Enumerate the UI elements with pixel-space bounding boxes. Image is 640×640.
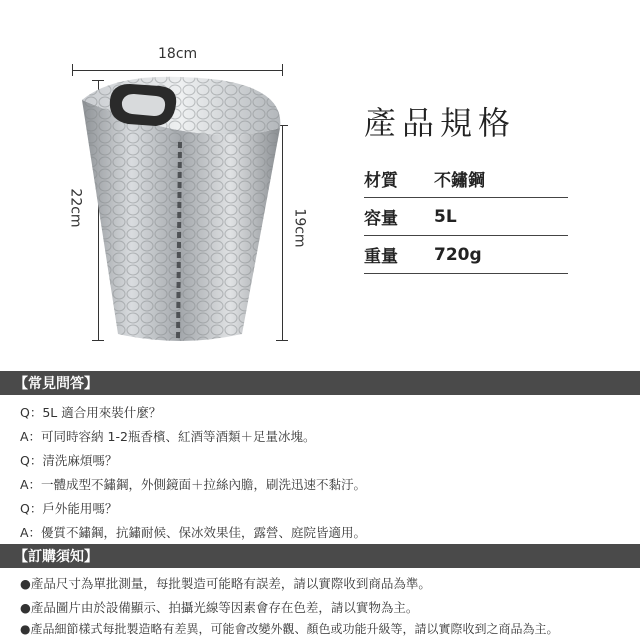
spec-row-weight xyxy=(364,236,568,274)
faq-answer: A：一體成型不鏽鋼，外側鏡面＋拉絲內膽，刷洗迅速不黏汙。 xyxy=(20,477,367,492)
faq-question: Q：戶外能用嗎？ xyxy=(20,501,118,516)
spec-label: 容量 xyxy=(364,209,398,229)
faq-answer: A：可同時容納 1-2瓶香檳、紅酒等酒類＋足量冰塊。 xyxy=(20,429,316,444)
spec-label: 材質 xyxy=(364,171,398,191)
height-label: 22cm xyxy=(67,188,84,228)
spec-title: 產品規格 xyxy=(364,104,517,142)
spec-row-capacity xyxy=(364,198,568,236)
body-height-label: 19cm xyxy=(291,208,308,248)
spec-label: 重量 xyxy=(364,247,398,267)
faq-question: Q：清洗麻煩嗎？ xyxy=(20,453,118,468)
ice-bucket-illustration xyxy=(0,0,340,360)
spec-row-material xyxy=(364,160,568,198)
notice-heading: 【訂購須知】 xyxy=(0,544,640,568)
spec-value: 720g xyxy=(434,244,482,265)
notice-item: ●產品細節樣式每批製造略有差異，可能會改變外觀、顏色或功能升級等，請以實際收到之商品為主。 xyxy=(20,622,559,636)
product-image xyxy=(0,0,340,360)
faq-answer: A：優質不鏽鋼，抗鏽耐候、保冰效果佳，露營、庭院皆適用。 xyxy=(20,525,367,540)
spec-value: 不鏽鋼 xyxy=(434,171,485,191)
notice-item: ●產品圖片由於設備顯示、拍攝光線等因素會存在色差，請以實物為主。 xyxy=(20,600,419,615)
faq-heading: 【常見問答】 xyxy=(0,371,640,395)
width-label: 18cm xyxy=(158,46,198,62)
notice-item: ●產品尺寸為單批測量，每批製造可能略有誤差，請以實際收到商品為準。 xyxy=(20,576,431,591)
spec-value: 5L xyxy=(434,206,457,227)
faq-question: Q：5L 適合用來裝什麼？ xyxy=(20,405,162,420)
